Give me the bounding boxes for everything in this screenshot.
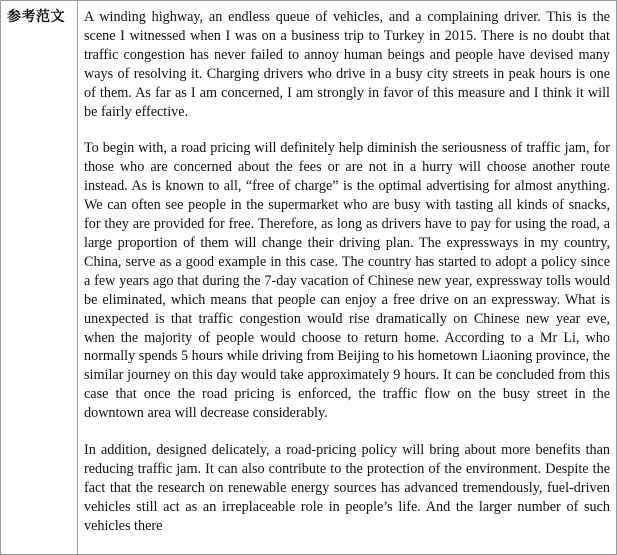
essay-body: [78, 1, 616, 536]
section-heading: 参考范文: [7, 9, 65, 25]
paragraph-1: A winding highway, an endless queue of vehicles, and a complaining driver. This is the scene I witnessed when I was on a business trip to Turkey in 2015. There is no doubt that traffic congestion has never failed to annoy human beings and people have devised many ways of resolving it. Charging drivers who drive in a busy city streets in peak hours is one of them. As far as I am concerned, I am strongly in favor of this measure and I think it will be fairly effective.: [84, 9, 610, 120]
content-cell: [78, 1, 617, 555]
label-cell: [1, 1, 78, 555]
essay-row: [1, 1, 617, 555]
paragraph-2: To begin with, a road pricing will definitely help diminish the seriousness of traffic jam, for those who are concerned about the fees or are not in a hurry will choose another route instead. As is known to all, “free of charge” is the optimal advertising for almost anything. We can often see people in the supermarket who are busy with tasting all kinds of snacks, for they are provided for free. Therefore, as long as drivers have to pay for using the road, a large proportion of them will change their driving plan. The expressways in my country, China, serve as a good example in this case. The country has started to adopt a policy since a few years ago that during the 7-day vacation of Chinese new year, expressway tolls would be eliminated, which means that people can enjoy a free drive on an expressway. What is unexpected is that traffic congestion would rise dramatically on Chinese new year eve, when the majority of people would choose to return home. According to a Mr Li, who normally spends 5 hours while driving from Beijing to his hometown Liaoning province, the similar journey on this day would take approximately 9 hours. It can be concluded from this case that once the road pricing is enforced, the traffic flow on the busy street in the downtown area will decrease considerably.: [84, 140, 610, 422]
paragraph-3: In addition, designed delicately, a road-pricing policy will bring about more benefits than reducing traffic jam. It can also contribute to the protection of the environment. Despite the fact that the research on renewable energy sources has advanced tremendously, fuel-driven vehicles still act as an irreplaceable role in people’s life. And the larger number of such vehicles there: [84, 442, 610, 534]
